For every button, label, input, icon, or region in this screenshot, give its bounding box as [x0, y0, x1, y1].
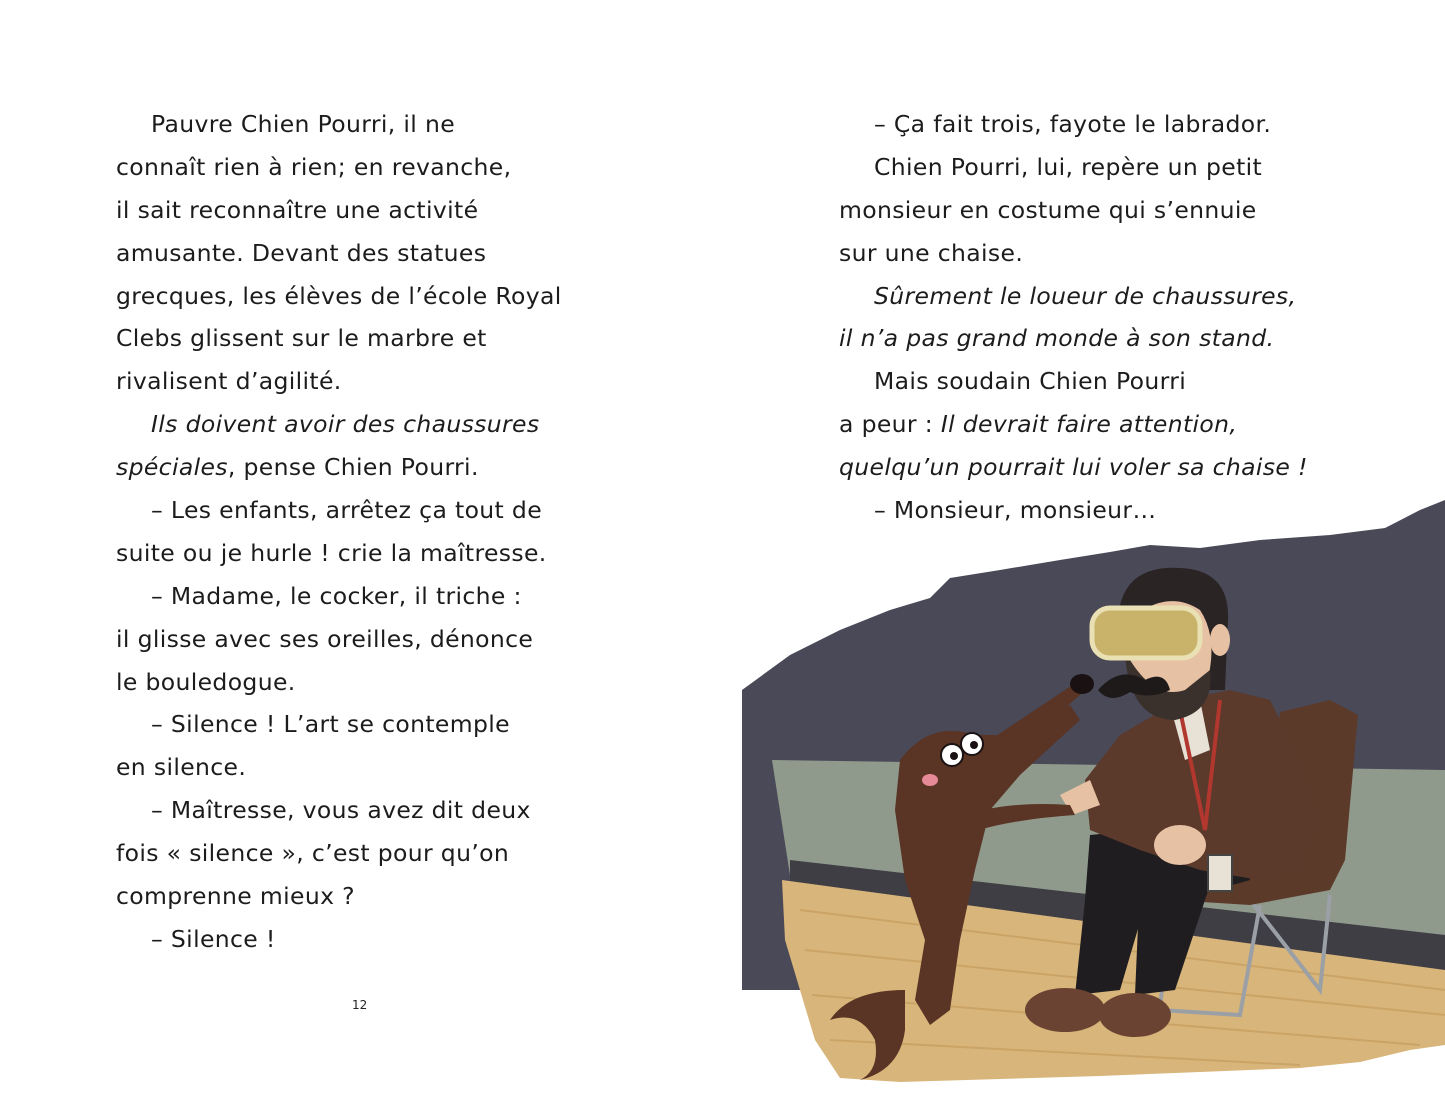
- italic-text: quelqu’un pourrait lui voler sa chaise !: [839, 453, 1308, 482]
- man-ear: [1210, 624, 1230, 656]
- text-line: monsieur en costume qui s’ennuie: [839, 195, 1257, 224]
- text-line: Chien Pourri, lui, repère un petit: [874, 152, 1263, 181]
- text-line: Clebs glissent sur le marbre et: [116, 324, 487, 353]
- man-shoe-right: [1099, 993, 1171, 1037]
- badge: [1208, 855, 1232, 891]
- plain-text: , pense Chien Pourri.: [227, 453, 479, 482]
- text-line: Mais soudain Chien Pourri: [874, 367, 1187, 396]
- text-line-italic: [839, 275, 1359, 318]
- right-page-text: [839, 103, 1359, 532]
- text-line: – Silence !: [151, 924, 276, 953]
- text-line-italic: [839, 446, 1359, 489]
- text-line: il sait reconnaître une activité: [116, 195, 479, 224]
- italic-text: Sûrement le loueur de chaussures,: [874, 281, 1297, 310]
- page-number: 12: [352, 998, 368, 1012]
- text-line: en silence.: [116, 753, 247, 782]
- text-line: grecques, les élèves de l’école Royal: [116, 281, 562, 310]
- italic-text: Il devrait faire attention,: [940, 410, 1238, 439]
- dog-nose: [1070, 674, 1094, 694]
- text-line: – Monsieur, monsieur…: [874, 496, 1157, 525]
- text-line: – Silence ! L’art se contemple: [151, 710, 510, 739]
- text-line: sur une chaise.: [839, 238, 1024, 267]
- italic-text: spéciales: [116, 453, 228, 482]
- goggles: [1092, 608, 1200, 658]
- text-line: – Les enfants, arrêtez ça tout de: [151, 496, 543, 525]
- text-line: fois « silence », c’est pour qu’on: [116, 839, 510, 868]
- text-line: connaît rien à rien; en revanche,: [116, 152, 512, 181]
- text-line-italic: [839, 317, 1359, 360]
- text-line: suite ou je hurle ! crie la maîtresse.: [116, 538, 547, 567]
- text-line: il glisse avec ses oreilles, dénonce: [116, 624, 534, 653]
- italic-text: Ils doivent avoir des chaussures: [151, 410, 540, 439]
- dog-tongue: [922, 774, 938, 786]
- italic-text: il n’a pas grand monde à son stand.: [839, 324, 1275, 353]
- text-line: – Maîtresse, vous avez dit deux: [151, 796, 531, 825]
- text-line: le bouledogue.: [116, 667, 296, 696]
- text-line: – Ça fait trois, fayote le labrador.: [874, 110, 1272, 138]
- text-line: amusante. Devant des statues: [116, 238, 487, 267]
- text-line: [839, 403, 1359, 446]
- man-shoe-left: [1025, 988, 1105, 1032]
- text-line: Pauvre Chien Pourri, il ne: [151, 110, 456, 138]
- text-line: rivalisent d’agilité.: [116, 367, 342, 396]
- plain-text: a peur :: [839, 410, 941, 439]
- text-line: – Madame, le cocker, il triche :: [151, 581, 522, 610]
- text-line: comprenne mieux ?: [116, 882, 355, 911]
